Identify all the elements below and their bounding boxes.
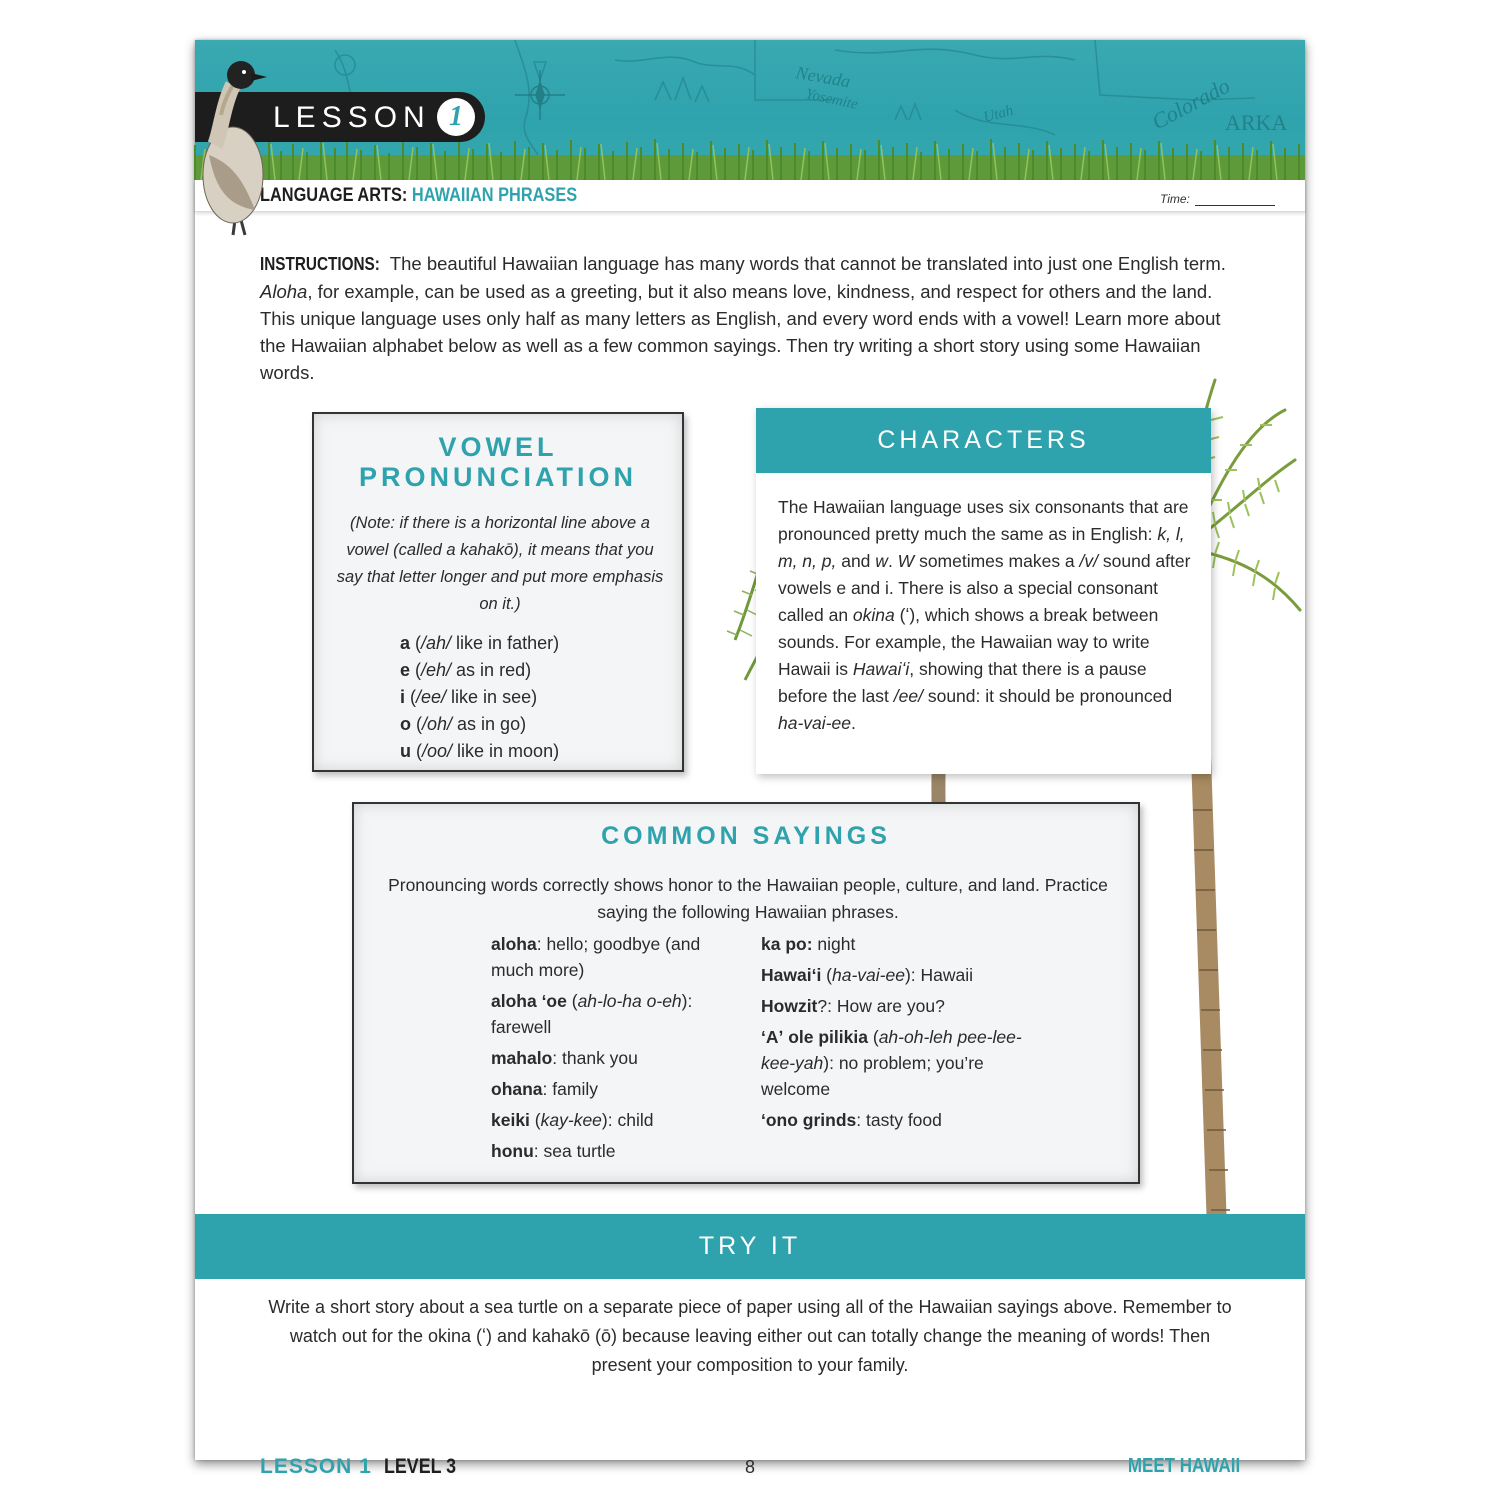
characters-text-7: , showing that there is a pause before the last xyxy=(778,659,1147,706)
try-it-text: Write a short story about a sea turtle on a separate piece of paper using all of the Hawaiian sayings above. Remember to watch out for the okina (ʻ) and kahakō (ō) because leaving either out can totally change the meaning of words! Then present your composition to your family. xyxy=(268,1297,1232,1375)
characters-pronunciation: ha-vai-ee xyxy=(778,713,851,733)
vowel-item xyxy=(400,630,559,657)
characters-okina: okina xyxy=(852,605,895,625)
vowel-item xyxy=(400,711,559,738)
time-label: Time: xyxy=(1160,192,1190,206)
saying-item xyxy=(491,1138,741,1164)
characters-text-4: sometimes makes a xyxy=(914,551,1080,571)
saying-meaning: ): Hawaii xyxy=(904,965,974,985)
vowel-note-text: Note: if there is a horizontal line above a vowel (called a kahakō), it means that you say that letter longer and put more emphasis on it. xyxy=(336,514,664,613)
saying-item xyxy=(491,1076,741,1102)
characters-ee-sound: /ee/ xyxy=(893,686,923,706)
saying-term: Howzit xyxy=(761,996,818,1016)
saying-term: keiki xyxy=(491,1110,530,1130)
saying-meaning: : hello; goodbye (and much more) xyxy=(491,934,701,980)
vowel-pre: ( xyxy=(410,660,422,680)
vowel-letter: a xyxy=(400,633,411,653)
characters-title: CHARACTERS xyxy=(756,408,1211,473)
vowel-note-open: ( xyxy=(350,514,356,532)
characters-w: w xyxy=(875,551,888,571)
sayings-title: COMMON SAYINGS xyxy=(601,822,891,850)
saying-meaning: ): child xyxy=(601,1110,654,1130)
vowel-sound: /oo/ xyxy=(422,741,453,761)
saying-meaning: : family xyxy=(542,1079,598,1099)
saying-term: ʻono grinds xyxy=(761,1110,857,1130)
saying-item xyxy=(491,931,741,983)
characters-hawaii: Hawaiʻi xyxy=(852,659,910,679)
characters-text xyxy=(778,494,1198,737)
vowel-example: like in moon) xyxy=(452,741,560,761)
sayings-left-column xyxy=(491,931,741,1169)
map-label-colorado: Colorado xyxy=(1147,72,1234,135)
instructions-text-1: The beautiful Hawaiian language has many words that cannot be translated into just one English term. xyxy=(385,253,1226,274)
saying-term: aloha ʻoe xyxy=(491,991,567,1011)
saying-item xyxy=(491,1045,741,1071)
instructions-text-2: , for example, can be used as a greeting, but it also means love, kindness, and respect for others and the land. This unique language uses only half as many letters as English, and every word ends with a vowel! Learn more about the Hawaiian alphabet below as well as a few common sayings. Then try writing a short story using some Hawaiian words. xyxy=(260,281,1221,383)
vowel-note xyxy=(336,510,664,618)
common-sayings-card xyxy=(352,802,1140,1184)
vowel-item xyxy=(400,684,559,711)
vowel-item xyxy=(400,657,559,684)
characters-text-6: (ʻ), which shows a break between sounds. For example, the Hawaiian way to write Hawaii is xyxy=(778,605,1159,679)
vowel-letter: o xyxy=(400,714,411,734)
saying-item xyxy=(761,931,1031,957)
try-it-heading: TRY IT xyxy=(195,1214,1305,1279)
sayings-intro: Pronouncing words correctly shows honor to the Hawaiian people, culture, and land. Practice saying the following Hawaiian phrases. xyxy=(388,875,1108,922)
saying-item: ʻAʼ ole pilikia (ah-oh-leh pee-lee-kee-yah): no problem; you’re welcome xyxy=(761,1027,1022,1099)
footer-level: LEVEL 3 xyxy=(383,1455,456,1478)
nene-goose-illustration xyxy=(195,45,275,235)
vowel-sound: /eh/ xyxy=(421,660,452,680)
characters-v-sound: /v/ xyxy=(1079,551,1099,571)
characters-w-cap: W xyxy=(897,551,915,571)
vowel-pre: ( xyxy=(405,687,417,707)
footer-lesson: LESSON 1 xyxy=(260,1455,372,1478)
characters-consonants: k, l, m, n, p, xyxy=(778,524,1185,571)
vowel-item xyxy=(400,738,559,765)
saying-meaning: ?: How are you? xyxy=(817,996,945,1016)
map-label-arka: ARKA xyxy=(1225,110,1288,135)
map-label-nevada: Nevada xyxy=(794,62,852,92)
saying-meaning: : tasty food xyxy=(856,1110,942,1130)
sayings-right-column xyxy=(761,931,1031,1138)
vowel-example: as in red) xyxy=(451,660,532,680)
map-label-utah: Utah xyxy=(981,102,1016,126)
saying-meaning: night xyxy=(812,934,856,954)
subject-bar xyxy=(195,180,1305,212)
characters-text-8: sound: it should be pronounced xyxy=(922,686,1173,706)
vowel-example: as in go) xyxy=(452,714,527,734)
saying-meaning: ): no problem; you’re welcome xyxy=(761,1053,984,1099)
saying-meaning: : thank you xyxy=(552,1048,638,1068)
saying-item: aloha ʻoe (ah-lo-ha o-eh): farewell xyxy=(491,991,693,1037)
vowel-letter: i xyxy=(400,687,406,707)
saying-item xyxy=(761,1107,1031,1133)
saying-meaning: ): farewell xyxy=(491,991,693,1037)
saying-term: ohana xyxy=(491,1079,543,1099)
subject-topic: HAWAIIAN PHRASES xyxy=(411,185,578,206)
vowel-note-close: ) xyxy=(515,595,521,613)
vowel-pronunciation-card xyxy=(312,412,684,772)
lesson-number: 1 xyxy=(437,98,475,136)
vowel-card-title xyxy=(314,432,682,492)
saying-meaning: : sea turtle xyxy=(533,1141,616,1161)
characters-text-2: and xyxy=(836,551,876,571)
characters-text-1: The Hawaiian language uses six consonants that are pronounced pretty much the same as in English: xyxy=(778,497,1189,544)
saying-pronunciation: ha-vai-ee xyxy=(832,965,905,985)
vowel-list xyxy=(400,630,559,765)
saying-term: Hawaiʻi xyxy=(761,965,822,985)
saying-term: mahalo xyxy=(491,1048,553,1068)
instructions-lead: INSTRUCTIONS: xyxy=(260,254,380,274)
saying-term: aloha xyxy=(491,934,537,954)
subject-heading xyxy=(260,185,577,207)
saying-term: ka po: xyxy=(761,934,813,954)
vowel-letter: e xyxy=(400,660,411,680)
header-banner xyxy=(195,40,1305,180)
subject-label: LANGUAGE ARTS: xyxy=(260,185,408,206)
lesson-word: LESSON xyxy=(273,101,431,134)
characters-card xyxy=(756,408,1211,774)
characters-text-5: sound after vowels e and i. There is also a special consonant called an xyxy=(778,551,1191,625)
saying-item xyxy=(761,993,1031,1019)
saying-item: keiki (kay-kee): child xyxy=(491,1110,654,1130)
saying-item: Hawaiʻi (ha-vai-ee): Hawaii xyxy=(761,965,974,985)
saying-term: ʻAʼ ole pilikia xyxy=(761,1027,868,1047)
vowel-title-line-1: VOWEL xyxy=(438,432,558,462)
instructions-aloha: Aloha xyxy=(260,281,308,302)
vowel-example: like in father) xyxy=(451,633,560,653)
vowel-pre: ( xyxy=(411,714,422,734)
vowel-sound: /oh/ xyxy=(422,714,453,734)
time-write-line xyxy=(1195,205,1275,206)
page-number: 8 xyxy=(744,1457,755,1477)
saying-pronunciation: ah-oh-leh pee-lee-kee-yah xyxy=(761,1027,1022,1073)
worksheet-page xyxy=(195,40,1305,1478)
saying-term: honu xyxy=(491,1141,534,1161)
vowel-sound: /ah/ xyxy=(421,633,452,653)
vowel-pre: ( xyxy=(410,633,422,653)
vowel-pre: ( xyxy=(411,741,422,761)
saying-pronunciation: kay-kee xyxy=(540,1110,602,1130)
vowel-letter: u xyxy=(400,741,411,761)
map-label-yosemite: Yosemite xyxy=(804,86,860,113)
characters-text-3: . xyxy=(887,551,898,571)
vowel-title-line-2: PRONUNCIATION xyxy=(359,462,637,492)
footer-lesson-level xyxy=(260,1455,469,1479)
vowel-example: like in see) xyxy=(446,687,538,707)
vowel-sound: /ee/ xyxy=(416,687,447,707)
footer-unit-title: MEET HAWAII xyxy=(1127,1455,1240,1477)
saying-pronunciation: ah-lo-ha o-eh xyxy=(577,991,682,1011)
instructions-paragraph xyxy=(260,250,1240,386)
characters-text-9: . xyxy=(850,713,856,733)
